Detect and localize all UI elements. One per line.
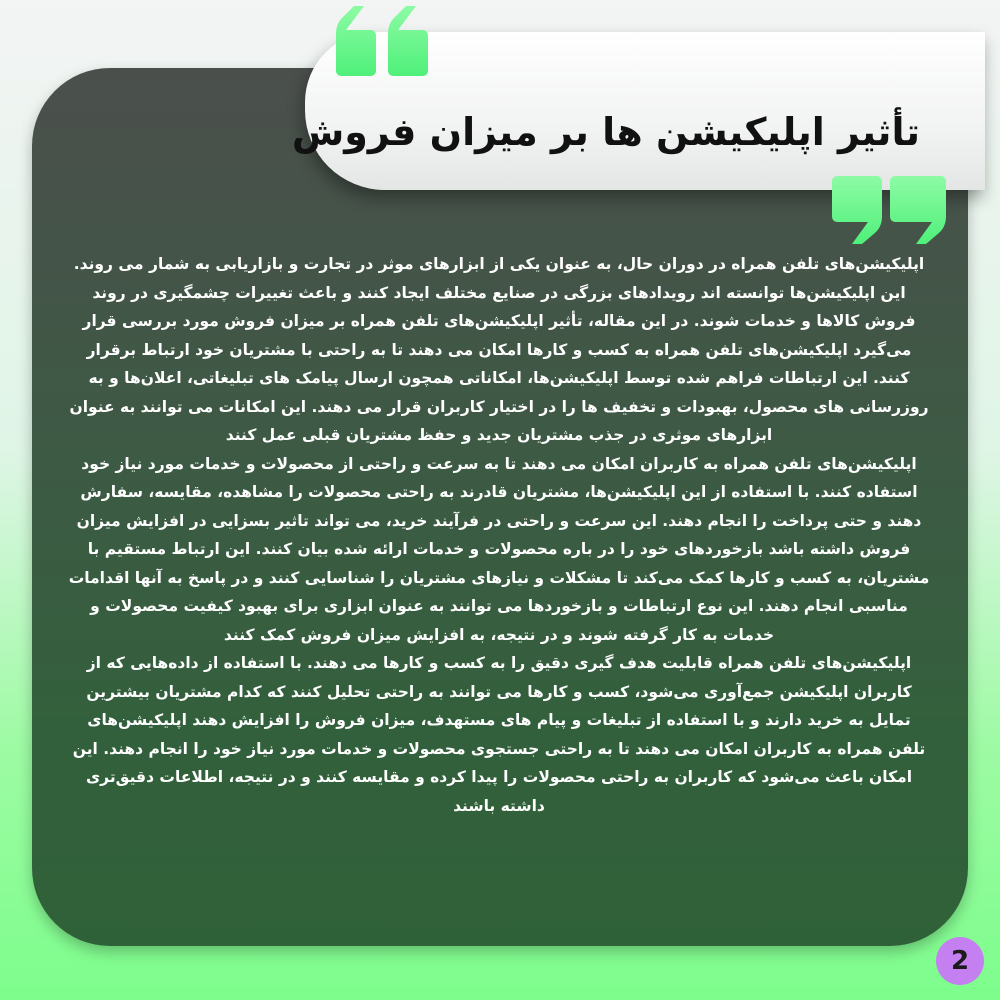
page-number-badge: 2	[936, 937, 984, 985]
page-title: تأثیر اپلیکیشن ها بر میزان فروش	[291, 110, 920, 154]
quote-open-icon	[336, 4, 428, 78]
paragraph-1: اپلیکیشن‌های تلفن همراه در دوران حال، به عنوان یکی از ابزارهای موثر در تجارت و بازاریابی به شمار می روند. این اپلیکیشن‌ها توانسته اند رویدادهای بزرگی در صنایع مختلف ایجاد کنند و باعث تغییرات چشمگیری در روند فروش کالاها و خدمات شوند. در این مقاله، تأثیر اپلیکیشن‌های تلفن همراه بر میزان فروش مورد بررسی قرار می‌گیرد اپلیکیشن‌های تلفن همراه به کسب و کارها امکان می دهند تا به راحتی با مشتریان خود ارتباط برقرار کنند. این ارتباطات فراهم شده توسط اپلیکیشن‌ها، امکاناتی همچون ارسال پیامک های تبلیغاتی، اعلان‌ها و به روزرسانی های محصول، بهبودات و تخفیف ها را در اختیار کاربران قرار می دهند. این امکانات می توانند به عنوان ابزارهای موثری در جذب مشتریان جدید و حفظ مشتریان قبلی عمل کنند	[69, 255, 929, 444]
article-body	[66, 250, 932, 870]
quote-close-icon	[832, 176, 946, 246]
paragraph-3: اپلیکیشن‌های تلفن همراه قابلیت هدف گیری دقیق را به کسب و کارها می دهند. با استفاده از داده‌هایی که از کاربران اپلیکیشن جمع‌آوری می‌شود، کسب و کارها می توانند به راحتی تحلیل کنند که کدام مشتریان بیشترین تمایل به خرید دارند و با استفاده از تبلیغات و پیام های مستهدف، میزان فروش را افزایش دهند اپلیکیشن‌های تلفن همراه به کاربران امکان می دهند تا به راحتی جستجوی محصولات و خدمات مورد نیاز خود را انجام دهند. این امکان باعث می‌شود که کاربران به راحتی محصولات را پیدا کرده و مقایسه کنند و در نتیجه، اطلاعات دقیق‌تری داشته باشند	[72, 654, 926, 815]
paragraph-2: اپلیکیشن‌های تلفن همراه به کاربران امکان می دهند تا به سرعت و راحتی از محصولات و خدمات مورد نیاز خود استفاده کنند. با استفاده از این اپلیکیشن‌ها، مشتریان قادرند به راحتی محصولات را مشاهده، مقایسه، سفارش دهند و حتی پرداخت را انجام دهند. این سرعت و راحتی در فرآیند خرید، می تواند تاثیر بسزایی در افزایش میزان فروش داشته باشد بازخوردهای خود را در باره محصولات و خدمات ارائه شده بیان کنند. این ارتباط مستقیم با مشتریان، به کسب و کارها کمک می‌کند تا مشکلات و نیازهای مشتریان را شناسایی کنند و در پاسخ به آنها اقدامات مناسبی انجام دهند. این نوع ارتباطات و بازخوردها می توانند به عنوان ابزاری برای بهبود کیفیت محصولات و خدمات به کار گرفته شوند و در نتیجه، به افزایش میزان فروش کمک کنند	[68, 454, 930, 644]
